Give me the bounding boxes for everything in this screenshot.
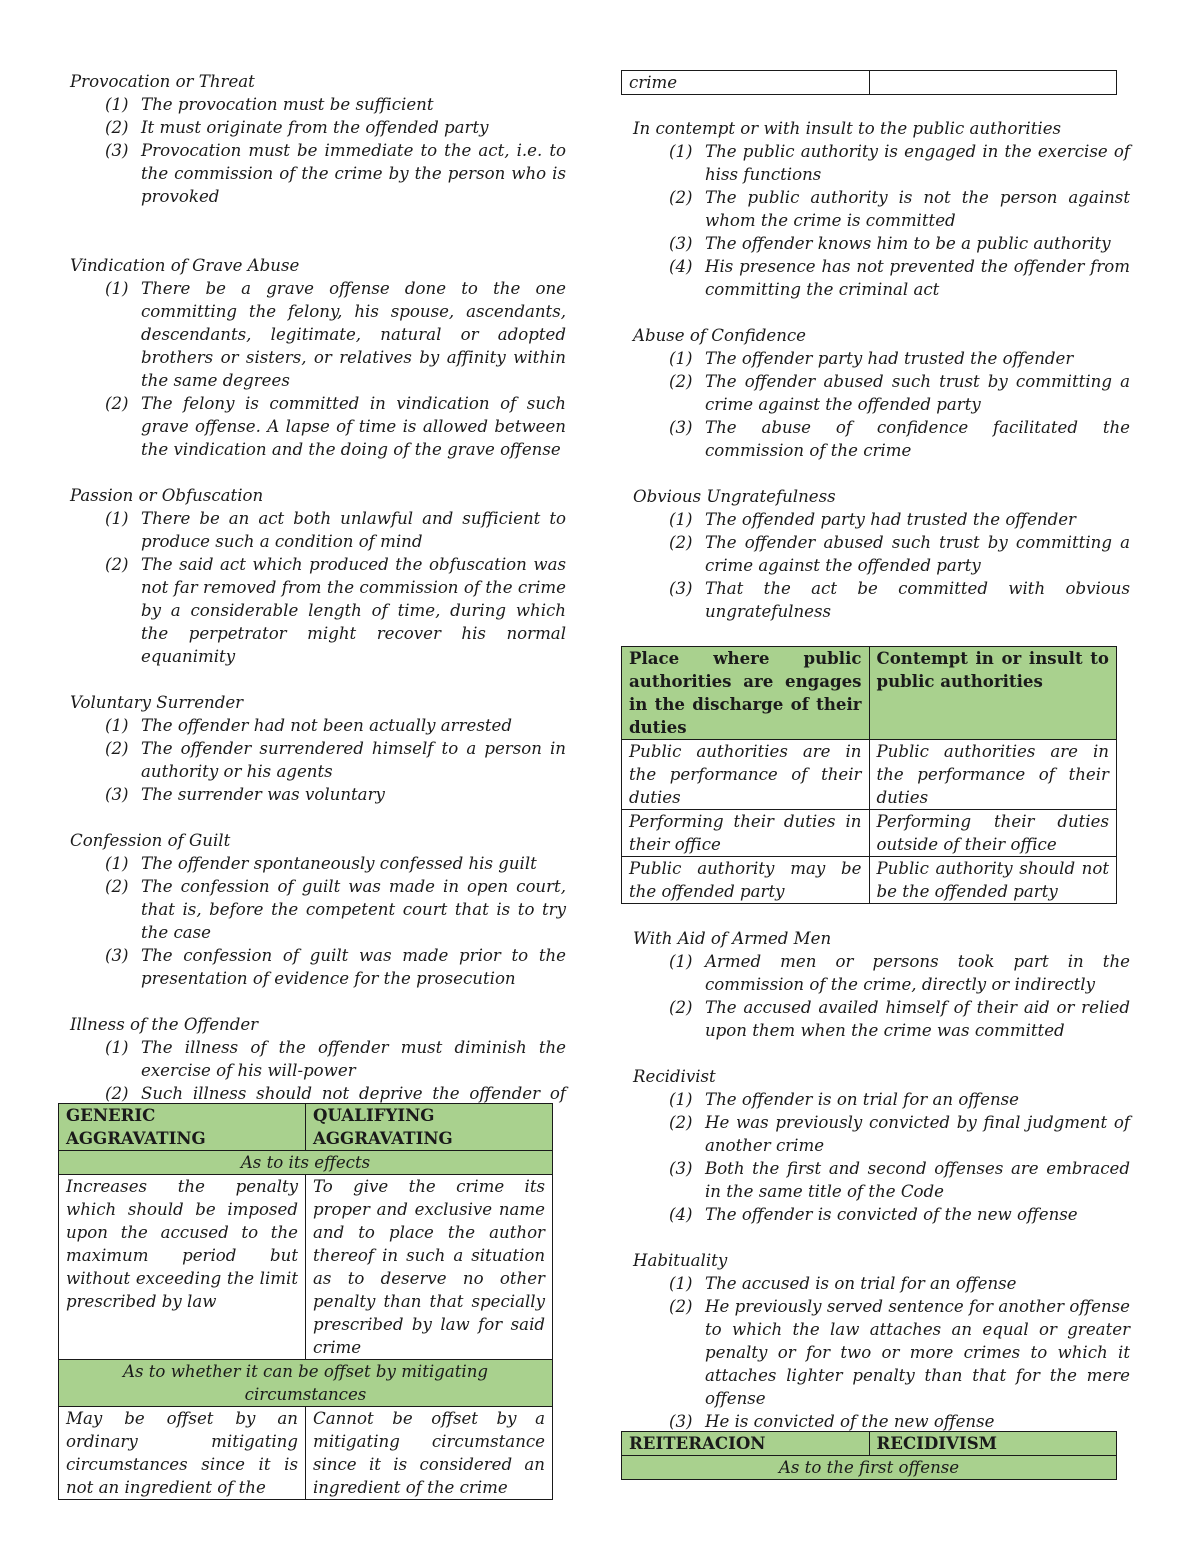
item-number: (1) xyxy=(105,509,129,528)
table-row xyxy=(59,1407,553,1500)
item-text: The accused is on trial for an offense xyxy=(705,1274,1017,1293)
table-band: As to whether it can be offset by mitigating circumstances xyxy=(59,1360,553,1407)
item-text: The said act which produced the obfuscation was not far removed from the commission of the crime by a considerable length of time, during which the perpetrator might recover his normal equanimity xyxy=(141,555,566,666)
list-item xyxy=(633,1088,1130,1111)
table-header-row xyxy=(622,1432,1117,1456)
table-cell: May be offset by an ordinary mitigating circumstances since it is not an ingredient of the xyxy=(59,1407,306,1500)
section-confession-of-guilt xyxy=(70,829,566,990)
section-passion xyxy=(70,484,566,668)
item-text: The offender is convicted of the new offense xyxy=(705,1205,1078,1224)
item-list xyxy=(633,508,1130,623)
item-text: That the act be committed with obvious ungratefulness xyxy=(705,579,1130,621)
table-header-row xyxy=(622,647,1117,740)
section-title: Obvious Ungratefulness xyxy=(633,487,836,506)
table-band-row xyxy=(59,1151,553,1175)
item-list xyxy=(70,714,566,806)
item-text: Both the first and second offenses are embraced in the same title of the Code xyxy=(705,1159,1130,1201)
item-number: (3) xyxy=(105,141,129,160)
item-list xyxy=(633,950,1130,1042)
item-text: The public authority is engaged in the exercise of hiss functions xyxy=(705,142,1130,184)
left-column xyxy=(70,70,566,1128)
section-armed-men xyxy=(633,927,1130,1042)
section-recidivist xyxy=(633,1065,1130,1226)
table-cell: Cannot be offset by a mitigating circumstance since it is considered an ingredient of the crime xyxy=(306,1407,553,1500)
item-text: The felony is committed in vindication of such grave offense. A lapse of time is allowed between the vindication and the doing of the grave offense xyxy=(141,394,566,459)
item-text: The offender surrendered himself to a person in authority or his agents xyxy=(141,739,566,781)
list-item xyxy=(633,1157,1130,1203)
section-title: Confession of Guilt xyxy=(70,831,231,850)
item-list xyxy=(633,1088,1130,1226)
list-item xyxy=(70,875,566,944)
item-text: The public authority is not the person against whom the crime is committed xyxy=(705,188,1130,230)
item-number: (1) xyxy=(669,349,693,368)
item-number: (3) xyxy=(105,785,129,804)
item-number: (1) xyxy=(105,716,129,735)
item-list xyxy=(633,140,1130,301)
item-text: He previously served sentence for another offense to which the law attaches an equal or greater penalty or for two or more crimes to which it attaches lighter penalty than that for the mere offense xyxy=(705,1297,1130,1408)
section-title: Provocation or Threat xyxy=(70,72,255,91)
item-number: (1) xyxy=(669,510,693,529)
table-cell: crime xyxy=(622,71,870,95)
item-number: (3) xyxy=(669,1412,693,1431)
item-list xyxy=(70,277,566,461)
item-text: The provocation must be sufficient xyxy=(141,95,434,114)
item-text: There be an act both unlawful and sufficient to produce such a condition of mind xyxy=(141,509,566,551)
list-item xyxy=(70,93,566,116)
item-text: The surrender was voluntary xyxy=(141,785,385,804)
table-cell xyxy=(869,71,1117,95)
list-item xyxy=(70,783,566,806)
item-number: (2) xyxy=(105,118,129,137)
table-band: As to the first offense xyxy=(622,1456,1117,1480)
list-item xyxy=(633,232,1130,255)
list-item xyxy=(633,950,1130,996)
item-number: (4) xyxy=(669,257,693,276)
item-number: (1) xyxy=(105,279,129,298)
item-text: The offender party had trusted the offender xyxy=(705,349,1074,368)
list-item xyxy=(70,507,566,553)
item-number: (2) xyxy=(669,188,693,207)
list-item xyxy=(633,996,1130,1042)
item-text: The confession of guilt was made prior to the presentation of evidence for the prosecution xyxy=(141,946,566,988)
table-band-row xyxy=(622,1456,1117,1480)
list-item xyxy=(633,347,1130,370)
list-item xyxy=(633,1203,1130,1226)
item-number: (2) xyxy=(105,555,129,574)
item-number: (3) xyxy=(105,946,129,965)
table-cell: Public authorities are in the performance of their duties xyxy=(622,740,870,810)
item-number: (1) xyxy=(669,952,693,971)
list-item xyxy=(70,139,566,208)
item-number: (1) xyxy=(669,1274,693,1293)
list-item xyxy=(633,508,1130,531)
item-number: (2) xyxy=(105,739,129,758)
item-text: It must originate from the offended party xyxy=(141,118,489,137)
section-obvious-ungratefulness xyxy=(633,485,1130,623)
table-row xyxy=(59,1175,553,1360)
item-number: (2) xyxy=(669,1297,693,1316)
table-cell: Performing their duties outside of their office xyxy=(869,810,1117,857)
table-header-row xyxy=(59,1104,553,1151)
section-title: Illness of the Offender xyxy=(70,1015,259,1034)
table-header: QUALIFYING AGGRAVATING xyxy=(306,1104,553,1151)
item-text: His presence has not prevented the offender from committing the criminal act xyxy=(705,257,1130,299)
table-row xyxy=(622,740,1117,810)
table-cell: Performing their duties in their office xyxy=(622,810,870,857)
list-item xyxy=(70,714,566,737)
list-item xyxy=(633,140,1130,186)
right-column-bottom xyxy=(633,927,1130,1433)
section-habituality xyxy=(633,1249,1130,1433)
table-row xyxy=(622,857,1117,904)
item-number: (2) xyxy=(105,1084,129,1103)
table-cell: To give the crime its proper and exclusive name and to place the author thereof in such a situation as to deserve no other penalty than that specially prescribed by law for said crime xyxy=(306,1175,553,1360)
item-number: (2) xyxy=(669,372,693,391)
section-title: Recidivist xyxy=(633,1067,716,1086)
item-number: (3) xyxy=(669,579,693,598)
section-provocation xyxy=(70,70,566,208)
item-number: (1) xyxy=(105,1038,129,1057)
item-number: (2) xyxy=(669,1113,693,1132)
item-number: (1) xyxy=(669,142,693,161)
section-title: Abuse of Confidence xyxy=(633,326,806,345)
item-text: There be a grave offense done to the one committing the felony, his spouse, ascendants, descendants, legitimate, natural or adopted brothers or sisters, or relatives by affinity within the same degrees xyxy=(141,279,566,390)
item-text: The offender had not been actually arrested xyxy=(141,716,512,735)
item-number: (4) xyxy=(669,1205,693,1224)
table-cell: Public authorities are in the performance of their duties xyxy=(869,740,1117,810)
list-item xyxy=(70,852,566,875)
list-item xyxy=(633,255,1130,301)
list-item xyxy=(70,116,566,139)
list-item xyxy=(70,277,566,392)
item-text: The accused availed himself of their aid or relied upon them when the crime was committed xyxy=(705,998,1130,1040)
item-number: (2) xyxy=(669,998,693,1017)
list-item xyxy=(633,186,1130,232)
item-list xyxy=(633,1272,1130,1433)
list-item xyxy=(633,577,1130,623)
table-row xyxy=(622,810,1117,857)
table-cell: Public authority may be the offended party xyxy=(622,857,870,904)
item-text: The offender is on trial for an offense xyxy=(705,1090,1019,1109)
list-item xyxy=(70,737,566,783)
item-list xyxy=(70,507,566,668)
reiteracion-recidivism-table xyxy=(621,1431,1117,1480)
item-text: Provocation must be immediate to the act, i.e. to the commission of the crime by the person who is provoked xyxy=(141,141,566,206)
item-text: The confession of guilt was made in open court, that is, before the competent court that is to try the case xyxy=(141,877,566,942)
item-text: The offender knows him to be a public authority xyxy=(705,234,1111,253)
item-text: He is convicted of the new offense xyxy=(705,1412,995,1431)
item-text: Armed men or persons took part in the commission of the crime, directly or indirectly xyxy=(705,952,1130,994)
list-item xyxy=(633,1272,1130,1295)
section-title: Voluntary Surrender xyxy=(70,693,244,712)
table-cell: Increases the penalty which should be imposed upon the accused to the maximum period but without exceeding the limit prescribed by law xyxy=(59,1175,306,1360)
table-header: GENERIC AGGRAVATING xyxy=(59,1104,306,1151)
section-title: Passion or Obfuscation xyxy=(70,486,264,505)
table-header: Contempt in or insult to public authorities xyxy=(869,647,1117,740)
table-header: Place where public authorities are engages in the discharge of their duties xyxy=(622,647,870,740)
item-number: (2) xyxy=(105,394,129,413)
item-list xyxy=(70,852,566,990)
item-list xyxy=(70,93,566,208)
item-text: The offender abused such trust by committing a crime against the offended party xyxy=(705,372,1130,414)
section-contempt xyxy=(633,117,1130,301)
section-title: Vindication of Grave Abuse xyxy=(70,256,300,275)
section-title: Habituality xyxy=(633,1251,728,1270)
list-item xyxy=(633,1111,1130,1157)
list-item xyxy=(70,1036,566,1082)
list-item xyxy=(70,392,566,461)
list-item xyxy=(633,1295,1130,1410)
item-number: (3) xyxy=(669,234,693,253)
item-number: (1) xyxy=(105,95,129,114)
item-number: (1) xyxy=(105,854,129,873)
table-header: RECIDIVISM xyxy=(869,1432,1117,1456)
list-item xyxy=(633,370,1130,416)
item-text: The abuse of confidence facilitated the commission of the crime xyxy=(705,418,1130,460)
list-item xyxy=(70,553,566,668)
table-band: As to its effects xyxy=(59,1151,553,1175)
item-number: (3) xyxy=(669,1159,693,1178)
item-text: The offended party had trusted the offender xyxy=(705,510,1076,529)
item-number: (2) xyxy=(105,877,129,896)
list-item xyxy=(633,531,1130,577)
item-text: The offender spontaneously confessed his guilt xyxy=(141,854,537,873)
section-voluntary-surrender xyxy=(70,691,566,806)
item-number: (2) xyxy=(669,533,693,552)
item-list xyxy=(633,347,1130,462)
item-text: The offender abused such trust by committing a crime against the offended party xyxy=(705,533,1130,575)
table-header: REITERACION xyxy=(622,1432,870,1456)
list-item xyxy=(633,1410,1130,1433)
item-text: Such illness should not deprive the offender of xyxy=(141,1084,566,1103)
generic-qualifying-table xyxy=(58,1103,553,1500)
list-item xyxy=(70,944,566,990)
section-title: In contempt or with insult to the public authorities xyxy=(633,119,1062,138)
continued-table xyxy=(621,70,1117,95)
item-number: (1) xyxy=(669,1090,693,1109)
item-text: He was previously convicted by final judgment of another crime xyxy=(705,1113,1130,1155)
right-column-top xyxy=(633,117,1130,623)
item-text: The illness of the offender must diminish the exercise of his will-power xyxy=(141,1038,566,1080)
table-row xyxy=(622,71,1117,95)
section-title: With Aid of Armed Men xyxy=(633,929,832,948)
public-authorities-table xyxy=(621,646,1117,904)
table-band-row xyxy=(59,1360,553,1407)
table-cell: Public authority should not be the offended party xyxy=(869,857,1117,904)
item-number: (3) xyxy=(669,418,693,437)
section-vindication xyxy=(70,254,566,461)
section-abuse-of-confidence xyxy=(633,324,1130,462)
list-item xyxy=(633,416,1130,462)
